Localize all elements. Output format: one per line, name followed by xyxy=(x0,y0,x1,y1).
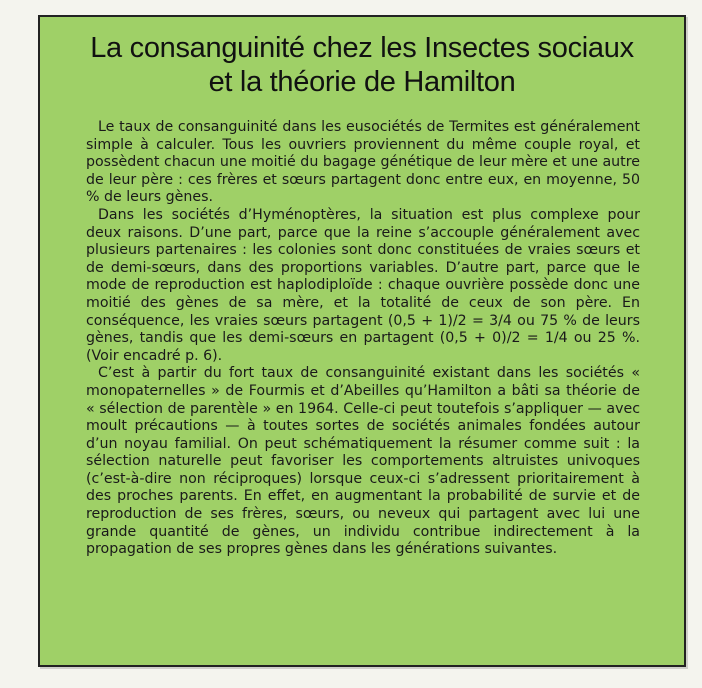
sidebar-box xyxy=(38,15,686,667)
box-title xyxy=(40,31,684,99)
paragraph-hymenopteres: Dans les sociétés d’Hyménoptères, la situation est plus complexe pour deux raisons. D’une part, parce que la reine s’accouple généralement avec plusieurs partenaires : les colonies sont donc constituées de vraies sœurs et de demi-sœurs, dans des proportions variables. D’autre part, parce que le mode de reproduction est haplodiploïde : chaque ouvrière possède donc une moitié des gènes de sa mère, et la totalité de ceux de son père. En conséquence, les vraies sœurs partagent (0,5 + 1)/2 = 3/4 ou 75 % de leurs gènes, tandis que les demi-sœurs en partagent (0,5 + 0)/2 = 1/4 ou 25 %. (Voir encadré p. 6). xyxy=(86,206,640,364)
title-line-2: et la théorie de Hamilton xyxy=(208,66,516,98)
box-body xyxy=(86,119,640,559)
paragraph-hamilton: C’est à partir du fort taux de consanguinité existant dans les sociétés « monopaternelles » de Fourmis et d’Abeilles qu’Hamilton a bâti sa théorie de « sélection de parentèle » en 1964. Celle-ci peut toutefois s’appliquer — avec moult précautions — à toutes sortes de sociétés animales fondées autour d’un noyau familial. On peut schématiquement la résumer comme suit : la sélection naturelle peut favoriser les comportements altruistes univoques (c’est-à-dire non réciproques) lorsque ceux-ci s’adressent prioritairement à des proches parents. En effet, en augmentant la probabilité de survie et de reproduction de ses frères, sœurs, ou neveux qui partagent avec lui une grande quantité de gènes, un individu contribue indirectement à la propagation de ses propres gènes dans les générations suivantes. xyxy=(86,365,640,558)
paragraph-termites: Le taux de consanguinité dans les eusociétés de Termites est généralement simple à calculer. Tous les ouvriers proviennent du même couple royal, et possèdent chacun une moitié du bagage génétique de leur mère et une autre de leur père : ces frères et sœurs partagent donc entre eux, en moyenne, 50 % de leurs gènes. xyxy=(86,119,640,206)
title-line-1: La consanguinité chez les Insectes sociaux xyxy=(90,32,634,64)
